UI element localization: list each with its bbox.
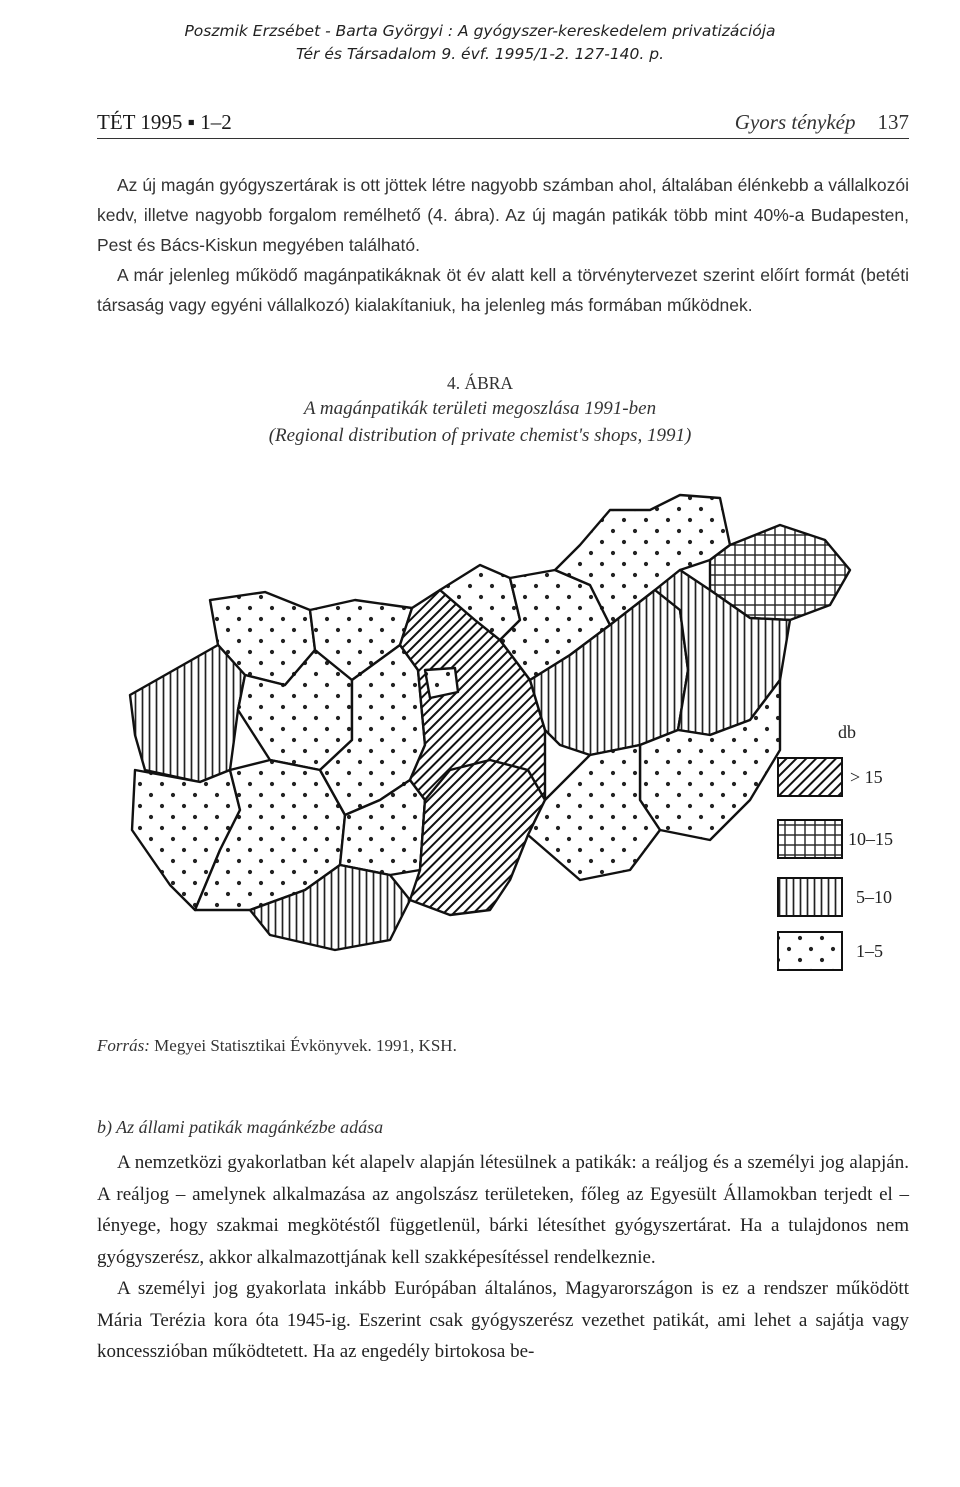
- figure-source-label: Forrás:: [97, 1036, 150, 1055]
- legend-swatch-5-10: [778, 878, 842, 916]
- running-head-right: [735, 110, 909, 135]
- map-legend: [778, 722, 893, 970]
- legend-label-over-15: > 15: [850, 767, 883, 787]
- intro-paragraph-1: Az új magán gyógyszertárak is ott jöttek létre nagyobb számban ahol, általában élénkebb a vállalkozói kedv, illetve nagyobb forgalom remélhető (4. ábra). Az új magán patikák több mint 40%-a Budapesten, Pest és Bács-Kiskun megyében található.: [97, 175, 909, 255]
- running-head: [97, 110, 909, 135]
- section-body: [97, 1147, 909, 1368]
- intro-text: [97, 170, 909, 320]
- legend-swatch-10-15: [778, 820, 842, 858]
- section-paragraph-2: A személyi jog gyakorlata inkább Európában általános, Magyarországon is ez a rendszer működött Mária Terézia kora óta 1945-ig. Eszerint csak gyógyszerész vezethet patikát, ami lehet a sajátja vagy koncesszióban működtetett. Ha az engedély birtokosa be-: [97, 1278, 909, 1362]
- legend-label-10-15: 10–15: [848, 829, 893, 849]
- county-csongrad: [528, 745, 660, 880]
- legend-unit: db: [838, 722, 856, 742]
- legend-label-5-10: 5–10: [856, 887, 892, 907]
- legend-label-1-5: 1–5: [856, 941, 883, 961]
- source-header-line1: Poszmik Erzsébet - Barta Györgyi : A gyógyszer-kereskedelem privatizációja: [184, 22, 776, 40]
- figure-title-hu: A magánpatikák területi megoszlása 1991-ben: [303, 398, 657, 419]
- section-paragraph-1: A nemzetközi gyakorlatban két alapelv alapján létesülnek a patikák: a reáljog és a személyi jog alapján. A reáljog – amelynek alkalmazása az angolszász területeken, főleg az Egyesült Államokban terjedt el – lényege, hogy szakmai megkötéstől függetlenül, bárki létesíthet gyógyszertárat. Ha a tulajdonos nem gyógyszerész, akkor alkalmazottjának kell szakképesítéssel rendelkeznie.: [97, 1152, 909, 1268]
- header-rule: [97, 138, 909, 139]
- county-vas: [130, 645, 245, 782]
- running-head-journal: TÉT 1995 ▪ 1–2: [97, 110, 232, 134]
- hungary-county-map: [90, 470, 960, 990]
- budapest: [425, 668, 458, 698]
- source-header-line2: Tér és Társadalom 9. évf. 1995/1-2. 127-140. p.: [295, 45, 665, 63]
- legend-swatch-over-15: [778, 758, 842, 796]
- intro-paragraph-2: A már jelenleg működő magánpatikáknak öt év alatt kell a törvénytervezet szerint előírt formát (betéti társaság vagy egyéni vállalkozó) kialakítaniuk, ha jelenleg más formában működnek.: [97, 265, 909, 315]
- section-heading: b) Az állami patikák magánkézbe adása: [97, 1117, 384, 1137]
- figure-source: [97, 1036, 457, 1056]
- figure-source-text: Megyei Statisztikai Évkönyvek. 1991, KSH.: [154, 1036, 457, 1055]
- running-head-title: Gyors ténykép: [734, 110, 856, 134]
- figure-number: 4. ÁBRA: [446, 373, 514, 393]
- legend-swatch-1-5: [778, 932, 842, 970]
- figure-title-en: (Regional distribution of private chemist's shops, 1991): [268, 425, 692, 446]
- page-number: 137: [877, 110, 909, 134]
